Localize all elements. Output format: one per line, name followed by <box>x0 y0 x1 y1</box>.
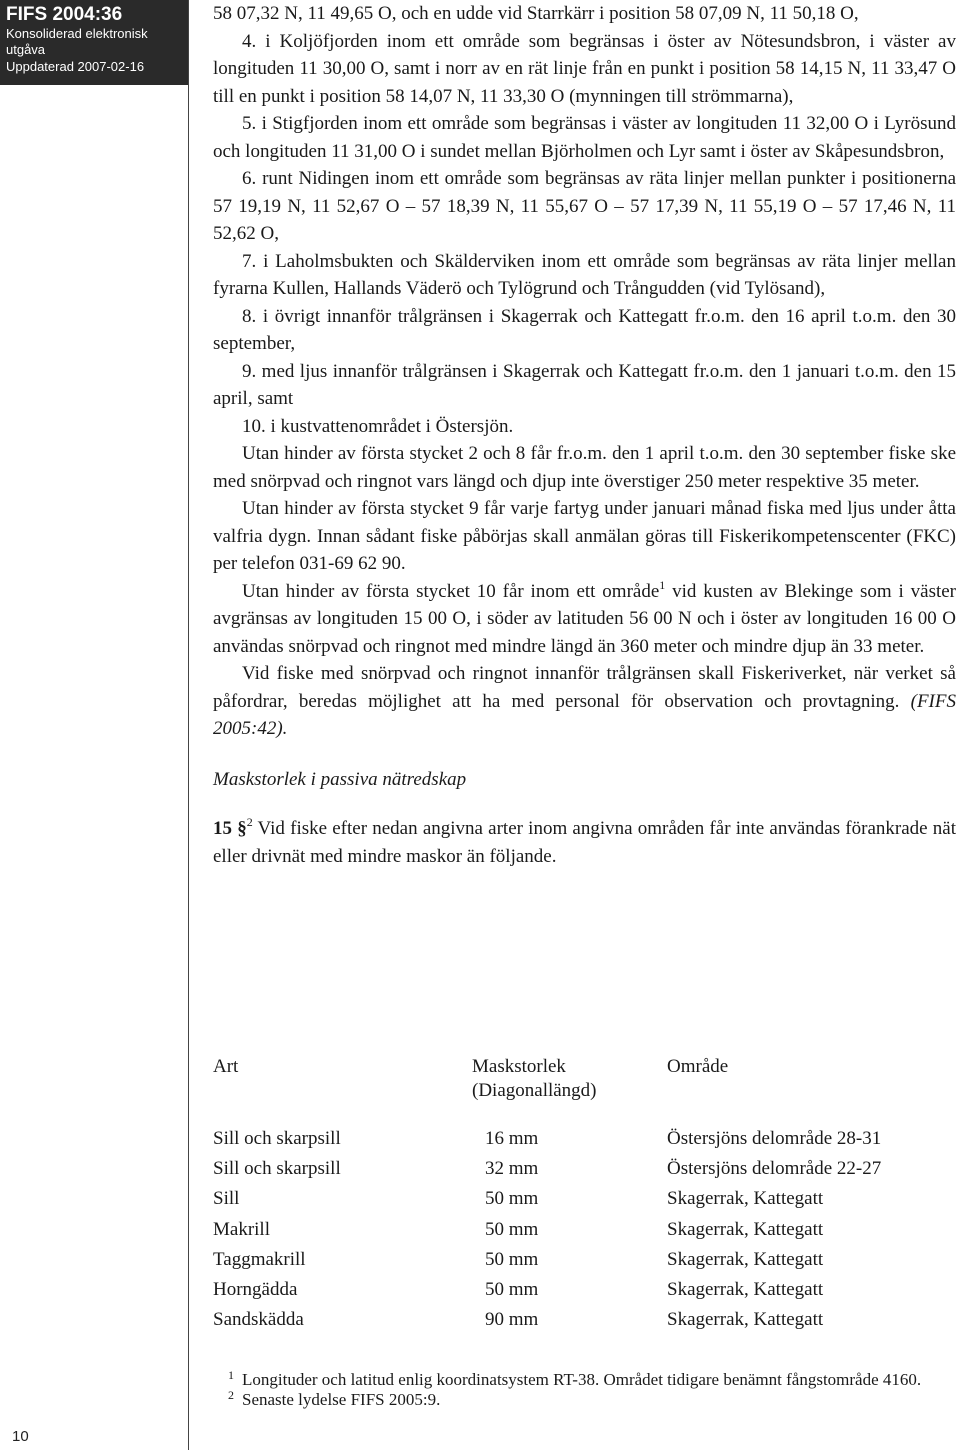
header-mesh-size-label: Maskstorlek <box>472 1056 566 1077</box>
paragraph-exception-3 <box>213 578 956 661</box>
edition-label: Konsoliderad elektronisk utgåva <box>6 26 148 57</box>
table-row <box>213 1218 933 1248</box>
cell-mesh: 32 mm <box>485 1158 539 1180</box>
paragraph-text: Vid fiske efter nedan angivna arter inom angivna områden får inte användas förankrade nät eller drivnät med mindre maskor än följande. <box>213 818 957 867</box>
page-number: 10 <box>12 1428 29 1445</box>
cell-art: Horngädda <box>213 1278 298 1300</box>
cell-art: Taggmakrill <box>213 1248 306 1270</box>
paragraph-text: Vid fiske med snörpvad och ringnot innanför trålgränsen skall Fiskeriverket, när verket så påfordrar, beredas möjlighet att ha med personal för observation och provtagning. <box>213 663 956 712</box>
table-body <box>213 1127 933 1338</box>
cell-area: Skagerrak, Kattegatt <box>667 1248 824 1270</box>
cell-mesh: 50 mm <box>485 1278 539 1300</box>
paragraph-text: Utan hinder av första stycket 10 får inom ett område <box>242 580 660 602</box>
footnote-ref-1: 1 <box>659 577 666 592</box>
header-art: Art <box>213 1056 239 1077</box>
sidebar <box>0 0 188 1450</box>
paragraph-text: vid kusten av Blekinge som i väster avgränsas av longituden 15 00 O, i söder av latituden 56 00 N och i öster av longituden 16 00 O användas snörpvad och ringnot med mindre längd än 360 meter och mindre djup än 33 meter. <box>213 580 957 657</box>
footnote-text: Senaste lydelse FIFS 2005:9. <box>242 1390 441 1409</box>
paragraph-observation <box>213 660 956 743</box>
footnote-text: Longituder och latitud enlig koordinatsystem RT-38. Området tidigare benämnt fångstområde 4160. <box>242 1370 922 1389</box>
mesh-size-table <box>213 1055 933 1338</box>
cell-area: Skagerrak, Kattegatt <box>667 1218 824 1240</box>
section-heading: Maskstorlek i passiva nätredskap <box>213 768 467 790</box>
paragraph-continuation: 58 07,32 N, 11 49,65 O, och en udde vid Starrkärr i position 58 07,09 N, 11 50,18 O, <box>213 3 859 24</box>
cell-art: Sill <box>213 1188 240 1210</box>
cell-art: Sill och skarpsill <box>213 1158 341 1180</box>
cell-area: Östersjöns delområde 22-27 <box>667 1158 882 1180</box>
cell-mesh: 90 mm <box>485 1309 539 1331</box>
cell-art: Sill och skarpsill <box>213 1128 341 1149</box>
table-header <box>213 1055 933 1127</box>
table-row <box>213 1187 933 1217</box>
table-row <box>213 1308 933 1338</box>
list-item-9: 9. med ljus innanför trålgränsen i Skagerrak och Kattegatt fr.o.m. den 1 januari t.o.m. den 15 april, samt <box>213 360 956 409</box>
table-row <box>213 1248 933 1278</box>
footnote-1 <box>228 1370 928 1390</box>
paragraph-exception-2: Utan hinder av första stycket 9 får varje fartyg under januari månad fiska med ljus under åtta valfria dygn. Innan sådant fiske påbörjas skall anmälan göras till Fiskerikompetenscenter (FKC) per telefon 031-69 62 90. <box>213 498 956 574</box>
document-id: FIFS 2004:36 <box>6 4 123 25</box>
cell-area: Skagerrak, Kattegatt <box>667 1309 824 1331</box>
cell-area: Östersjöns delområde 28-31 <box>667 1128 882 1149</box>
cell-mesh: 50 mm <box>485 1188 539 1210</box>
list-item-8: 8. i övrigt innanför trålgränsen i Skagerrak och Kattegatt fr.o.m. den 16 april t.o.m. den 30 september, <box>213 305 956 354</box>
margin-divider <box>188 0 189 1450</box>
section-number: 15 § <box>213 818 247 839</box>
list-item-10: 10. i kustvattenområdet i Östersjön. <box>242 415 514 437</box>
header-mesh-size <box>472 1055 597 1103</box>
section-15 <box>213 815 956 870</box>
cell-mesh: 50 mm <box>485 1218 539 1240</box>
list-item-6: 6. runt Nidingen inom ett område som begränsas av räta linjer mellan punkter i positionerna 57 19,19 N, 11 52,67 O – 57 18,39 N, 11 55,67 O – 57 17,39 N, 11 55,19 O – 57 17,46 N, 11 52,62 O, <box>213 168 956 244</box>
sidebar-header <box>0 0 188 85</box>
cell-area: Skagerrak, Kattegatt <box>667 1278 824 1300</box>
header-mesh-size-sub: (Diagonallängd) <box>472 1080 597 1101</box>
cell-art: Makrill <box>213 1218 270 1240</box>
footnote-2 <box>228 1390 928 1410</box>
cell-mesh: 16 mm <box>485 1128 539 1149</box>
document-body <box>213 0 956 870</box>
table-row <box>213 1127 933 1157</box>
cell-mesh: 50 mm <box>485 1248 539 1270</box>
table-row <box>213 1278 933 1308</box>
header-area: Område <box>667 1056 729 1077</box>
footnote-number: 1 <box>228 1368 234 1382</box>
footnote-number: 2 <box>228 1388 234 1402</box>
table-row <box>213 1157 933 1187</box>
footnotes <box>228 1370 928 1410</box>
list-item-5: 5. i Stigfjorden inom ett område som begränsas i väster av longituden 11 32,00 O i Lyrösund och longituden 11 31,00 O i sundet mellan Björholmen och Lyr samt i öster av Skåpesundsbron, <box>213 113 956 162</box>
paragraph-exception-1: Utan hinder av första stycket 2 och 8 får fr.o.m. den 1 april t.o.m. den 30 september fiske ske med snörpvad och ringnot vars längd och djup inte överstiger 250 meter respektive 35 meter. <box>213 443 956 492</box>
footnote-ref-2: 2 <box>246 815 253 829</box>
amendment-reference: (FIFS 2005:42). <box>213 690 956 739</box>
updated-date: Uppdaterad 2007-02-16 <box>6 59 145 74</box>
list-item-7: 7. i Laholmsbukten och Skälderviken inom ett område som begränsas av räta linjer mellan fyrarna Kullen, Hallands Väderö och Tylögrund och Trångudden (vid Tylösand), <box>213 250 956 299</box>
cell-area: Skagerrak, Kattegatt <box>667 1188 824 1210</box>
list-item-4: 4. i Koljöfjorden inom ett område som begränsas i öster av Nötesundsbron, i väster av longituden 11 30,00 O, samt i norr av en rät linje från en punkt i position 58 14,15 N, 11 33,47 O till en punkt i position 58 14,07 N, 11 33,30 O (mynningen till strömmarna), <box>213 30 956 107</box>
cell-art: Sandskädda <box>213 1309 304 1331</box>
